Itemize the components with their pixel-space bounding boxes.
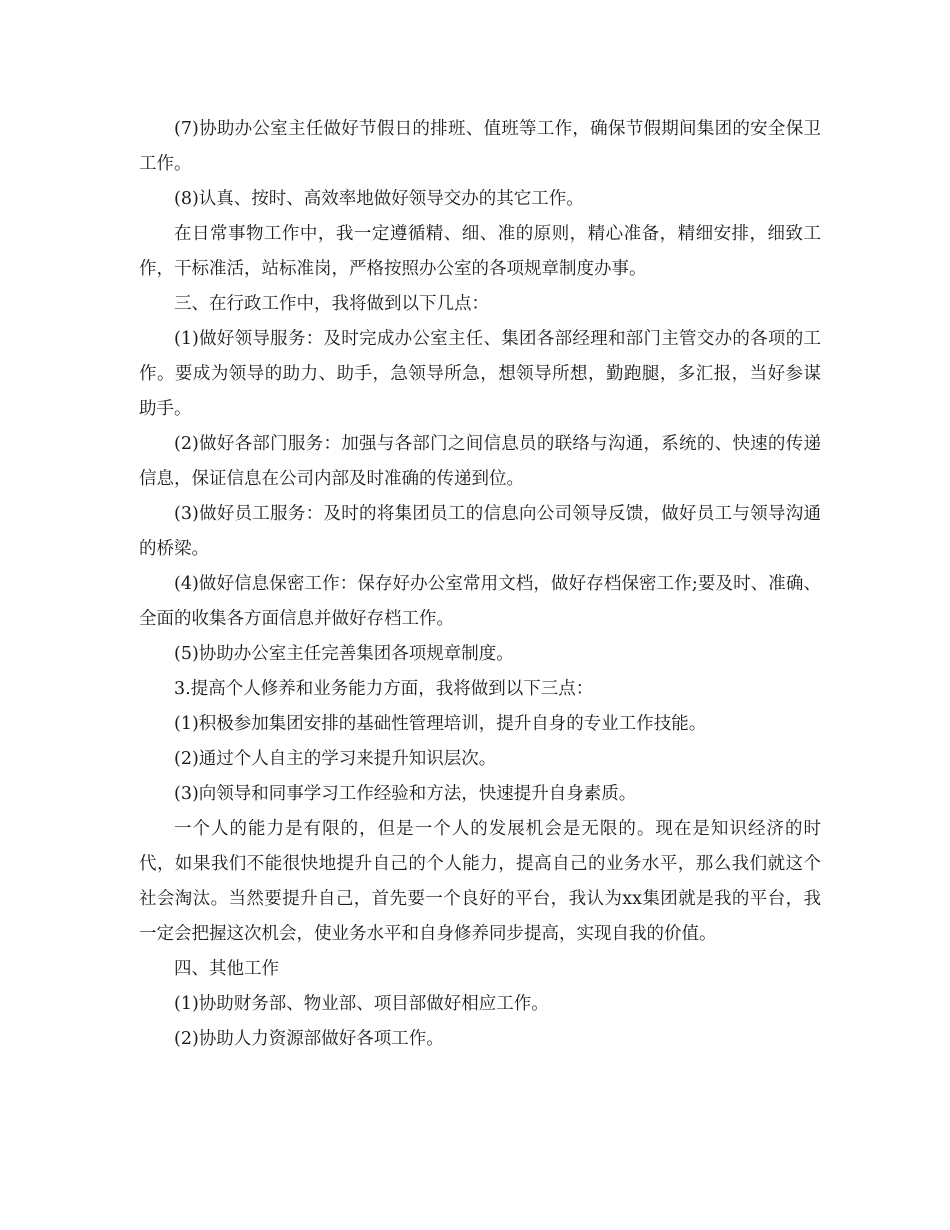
paragraph-confidentiality: (4)做好信息保密工作：保存好办公室常用文档，做好存档保密工作;要及时、准确、全面的收集各方面信息并做好存档工作。 (139, 574, 821, 629)
paragraph-learn-from-colleagues: (3)向领导和同事学习工作经验和方法，快速提升自身素质。 (174, 784, 637, 804)
heading-personal-development: 3.提高个人修养和业务能力方面，我将做到以下三点： (174, 679, 594, 699)
heading-other-work: 四、其他工作 (174, 959, 279, 979)
paragraph-leader-service: (1)做好领导服务：及时完成办公室主任、集团各部经理和部门主管交办的各项的工作。要成为领导的助力、助手，急领导所急，想领导所想，勤跑腿，多汇报，当好参谋助手。 (139, 329, 821, 419)
paragraph-self-study: (2)通过个人自主的学习来提升知识层次。 (174, 749, 497, 769)
paragraph-personal-growth: 一个人的能力是有限的，但是一个人的发展机会是无限的。现在是知识经济的时代，如果我们不能很快地提升自己的个人能力，提高自己的业务水平，那么我们就这个社会淘汰。当然要提升自己，首先要一个良好的平台，我认为xx集团就是我的平台，我一定会把握这次机会，使业务水平和自身修养同步提高，实现自我的价值。 (139, 819, 821, 944)
paragraph-employee-service: (3)做好员工服务：及时的将集团员工的信息向公司领导反馈，做好员工与领导沟通的桥梁。 (139, 504, 821, 559)
paragraph-daily-affairs: 在日常事物工作中，我一定遵循精、细、准的原则，精心准备，精细安排，细致工作，干标准活，站标准岗，严格按照办公室的各项规章制度办事。 (139, 224, 821, 279)
document-body (139, 112, 821, 1057)
paragraph-holiday-duty: (7)协助办公室主任做好节假日的排班、值班等工作，确保节假期间集团的安全保卫工作。 (139, 119, 821, 174)
paragraph-assist-hr: (2)协助人力资源部做好各项工作。 (174, 1029, 444, 1049)
paragraph-assist-departments: (1)协助财务部、物业部、项目部做好相应工作。 (174, 994, 549, 1014)
heading-administrative-work: 三、在行政工作中，我将做到以下几点： (174, 294, 489, 314)
paragraph-training: (1)积极参加集团安排的基础性管理培训，提升自身的专业工作技能。 (174, 714, 707, 734)
paragraph-other-tasks: (8)认真、按时、高效率地做好领导交办的其它工作。 (174, 189, 584, 209)
paragraph-department-service: (2)做好各部门服务：加强与各部门之间信息员的联络与沟通，系统的、快速的传递信息，保证信息在公司内部及时准确的传递到位。 (139, 434, 821, 489)
paragraph-regulations: (5)协助办公室主任完善集团各项规章制度。 (174, 644, 514, 664)
